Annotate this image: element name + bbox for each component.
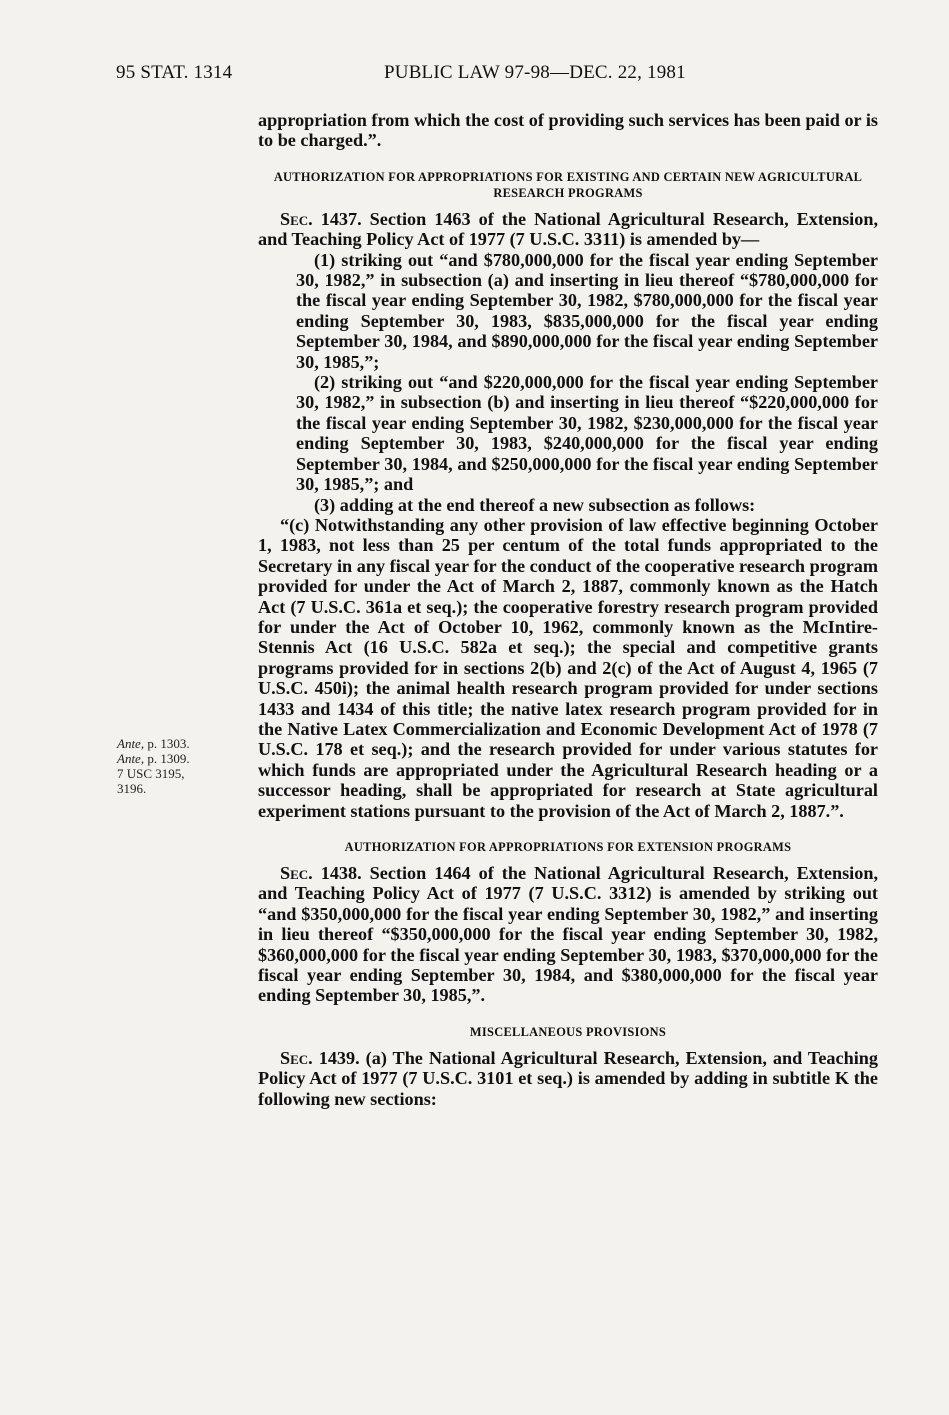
page-header: [116, 62, 876, 92]
section-1437: [258, 209, 878, 250]
section-text: (a) The National Agricultural Research, Extension, and Teaching Policy Act of 1977 (7 U.S.C. 3101 et seq.) is amended by adding in subtitle K the following new sections:: [258, 1047, 878, 1109]
section-1439: [258, 1048, 878, 1109]
margin-note: [117, 736, 237, 796]
margin-note-line-4: 3196.: [117, 781, 147, 796]
body-text: [258, 110, 878, 1109]
amendment-item-1: (1) striking out “and $780,000,000 for the fiscal year ending September 30, 1982,” in subsection (a) and inserting in lieu thereof “$780,000,000 for the fiscal year ending September 30, 1982, $780,000,000 for the fiscal year ending September 30, 1983, $835,000,000 for the fiscal year ending September 30, 1984, and $890,000,000 for the fiscal year ending September 30, 1985,”;: [296, 249, 878, 372]
section-label: Sec. 1439.: [280, 1047, 360, 1068]
continuation-paragraph: appropriation from which the cost of providing such services has been paid or is to be charged.”.: [258, 110, 878, 151]
section-text: Section 1464 of the National Agricultural Research, Extension, and Teaching Policy Act of 1977 (7 U.S.C. 3312) is amended by striking out “and $350,000,000 for the fiscal year ending September 30, 1982,” and inserting in lieu thereof “$350,000,000 for the fiscal year ending September 30, 1982, $360,000,000 for the fiscal year ending September 30, 1983, $370,000,000 for the fiscal year ending September 30, 1984, and $380,000,000 for the fiscal year ending September 30, 1985,”.: [258, 863, 878, 1006]
section-heading-miscellaneous: MISCELLANEOUS PROVISIONS: [469, 1024, 667, 1039]
section-label: Sec. 1438.: [280, 863, 362, 883]
section-label: Sec. 1437.: [280, 208, 362, 229]
section-text: Section 1463 of the National Agricultural Research, Extension, and Teaching Policy Act of 1977 (7 U.S.C. 3311) is amended by—: [258, 208, 878, 250]
margin-note-line-3: 7 USC 3195,: [117, 766, 185, 781]
public-law-title: PUBLIC LAW 97-98—DEC. 22, 1981: [384, 62, 686, 83]
section-heading-extension-programs: AUTHORIZATION FOR APPROPRIATIONS FOR EXTENSION PROGRAMS: [344, 840, 792, 854]
margin-note-line-1: Ante, p. 1303.: [117, 736, 190, 751]
subsection-c-quote: “(c) Notwithstanding any other provision of law effective beginning October 1, 1983, not less than 25 per centum of the total funds appropriated to the Secretary in any fiscal year for the conduct of the cooperative research program provided for under the Act of March 2, 1887, commonly known as the Hatch Act (7 U.S.C. 361a et seq.); the cooperative forestry research program provided for under the Act of October 10, 1962, commonly known as the McIntire-Stennis Act (16 U.S.C. 582a et seq.); the special and competitive grants programs provided for in sections 2(b) and 2(c) of the Act of August 4, 1965 (7 U.S.C. 450i); the animal health research program provided for under sections 1433 and 1434 of this title; the native latex research program provided for in the Native Latex Commercialization and Economic Development Act of 1978 (7 U.S.C. 178 et seq.); and the research provided for under various statutes for which funds are appropriated under the Agricultural Research heading or a successor heading, shall be appropriated for research at State agricultural experiment stations pursuant to the provision of the Act of March 2, 1887.”.: [258, 514, 878, 821]
amendment-item-3: (3) adding at the end thereof a new subsection as follows:: [314, 494, 756, 515]
statute-citation: 95 STAT. 1314: [116, 62, 233, 83]
section-heading-existing-programs: AUTHORIZATION FOR APPROPRIATIONS FOR EXISTING AND CERTAIN NEW AGRICULTURAL RESEARCH PROGRAMS: [273, 169, 863, 200]
margin-note-line-2: Ante, p. 1309.: [117, 751, 190, 766]
amendment-item-2: (2) striking out “and $220,000,000 for the fiscal year ending September 30, 1982,” in subsection (b) and inserting in lieu thereof “$220,000,000 for the fiscal year ending September 30, 1982, $230,000,000 for the fiscal year ending September 30, 1983, $240,000,000 for the fiscal year ending September 30, 1984, and $250,000,000 for the fiscal year ending September 30, 1985,”; and: [296, 372, 878, 495]
section-1438: [258, 863, 878, 1006]
